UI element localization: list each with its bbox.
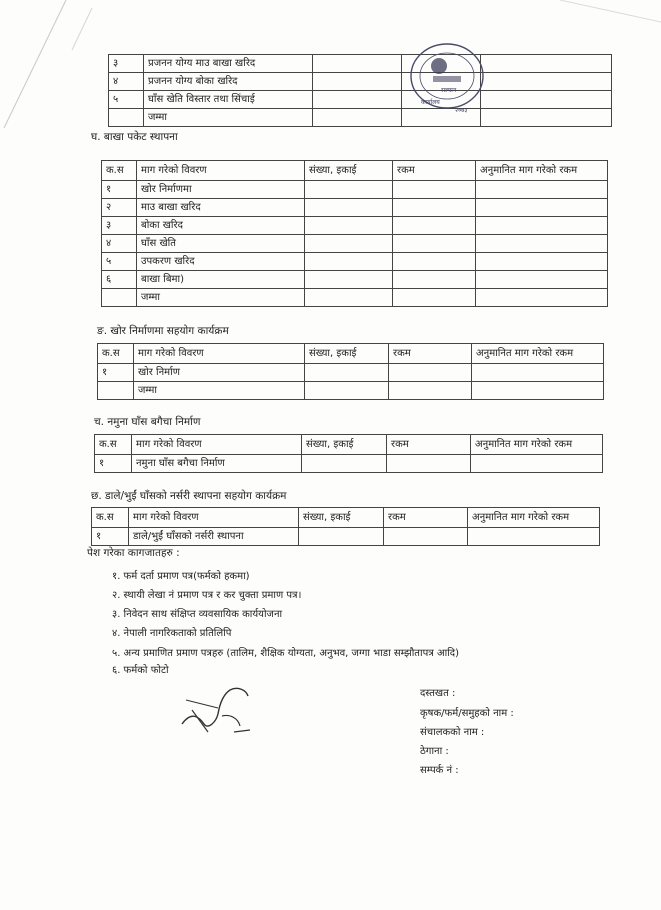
svg-text:कार्यालय: कार्यालय: [421, 99, 440, 106]
table-row: ६ बाखा बिमा): [102, 271, 608, 289]
cell-sn: ४: [109, 73, 144, 91]
cell-sn: [109, 109, 144, 127]
table-top-continuation: [108, 54, 612, 127]
document-item: ५. अन्य प्रमाणित प्रमाण पत्रहरु (तालिम, शैक्षिक योग्यता, अनुभव, जग्गा भाडा सम्झौतापत्र आदि): [112, 648, 459, 659]
table-header-row: क.स माग गरेको विवरण संख्या, इकाई रकम अनुमानित माग गरेको रकम: [98, 344, 604, 364]
table-row: १ डाले/भुईं घाँसको नर्सरी स्थापना: [92, 528, 600, 546]
table-row: ५ उपकरण खरिद: [102, 253, 608, 271]
handwritten-signature: [178, 680, 268, 740]
signature-label: दस्तखत :: [420, 688, 456, 699]
contact-number-label: सम्पर्क नं :: [420, 765, 459, 776]
svg-text:सल्यान: सल्यान: [441, 87, 457, 94]
table-shed-construction: [97, 343, 604, 400]
section-title-nga: ङ. खोर निर्माणमा सहयोग कार्यक्रम: [97, 325, 229, 337]
document-item: २. स्थायी लेखा नं प्रमाण पत्र र कर चुक्ता प्रमाण पत्र।: [112, 590, 302, 601]
cell-description: घाँस खेति विस्तार तथा सिंचाई: [144, 91, 313, 109]
document-item: ३. निवेदन साथ संक्षिप्त व्यवसायिक कार्ययोजना: [112, 609, 283, 620]
document-item: ४. नेपाली नागरिकताको प्रतिलिपि: [112, 628, 232, 639]
table-row-total: जम्मा: [98, 382, 604, 400]
office-stamp: [405, 38, 491, 118]
address-label: ठेगाना :: [420, 746, 449, 757]
cell-description: जम्मा: [144, 109, 313, 127]
cell-description: प्रजनन योग्य माउ बाखा खरिद: [144, 55, 313, 73]
table-row: १ नमुना घाँस बगैचा निर्माण: [95, 455, 603, 473]
document-item: १. फर्म दर्ता प्रमाण पत्र(फर्मको हकमा): [112, 571, 250, 582]
table-row-total: जम्मा: [102, 289, 608, 307]
section-title-cha: च. नमुना घाँस बगैचा निर्माण: [94, 416, 201, 428]
table-header-row: क.स माग गरेको विवरण संख्या, इकाई रकम अनुमानित माग गरेको रकम: [92, 508, 600, 528]
cell-sn: ३: [109, 55, 144, 73]
documents-heading: पेश गरेका कागजातहरु :: [87, 547, 180, 559]
farm-name-label: कृषक/फर्म/समुहको नाम :: [420, 708, 514, 719]
table-row: [109, 91, 612, 109]
table-row: ३ बोका खरिद: [102, 217, 608, 235]
table-row-total: [109, 109, 612, 127]
table-row: १ खोर निर्माण: [98, 364, 604, 382]
table-row: [109, 73, 612, 91]
cell-sn: ५: [109, 91, 144, 109]
table-row: २ माउ बाखा खरिद: [102, 199, 608, 217]
table-grass-garden: [94, 434, 603, 473]
table-header-row: क.स माग गरेको विवरण संख्या, इकाई रकम अनुमानित माग गरेको रकम: [95, 435, 603, 455]
table-goat-pocket: [101, 160, 608, 307]
table-nursery: [91, 507, 600, 546]
table-row: [109, 55, 612, 73]
section-title-chha: छ. डाले/भुईं घाँसको नर्सरी स्थापना सहयोग कार्यक्रम: [91, 490, 287, 502]
section-title-gha: घ. बाखा पकेट स्थापना: [91, 131, 178, 143]
table-row: ४ घाँस खेति: [102, 235, 608, 253]
document-item: ६. फर्मको फोटो: [112, 665, 169, 676]
table-row: १ खोर निर्माणमा: [102, 181, 608, 199]
svg-text:२०७३: २०७३: [455, 107, 468, 114]
table-header-row: क.स माग गरेको विवरण संख्या, इकाई रकम अनुमानित माग गरेको रकम: [102, 161, 608, 181]
operator-name-label: संचालकको नाम :: [420, 727, 485, 738]
cell-description: प्रजनन योग्य बोका खरिद: [144, 73, 313, 91]
